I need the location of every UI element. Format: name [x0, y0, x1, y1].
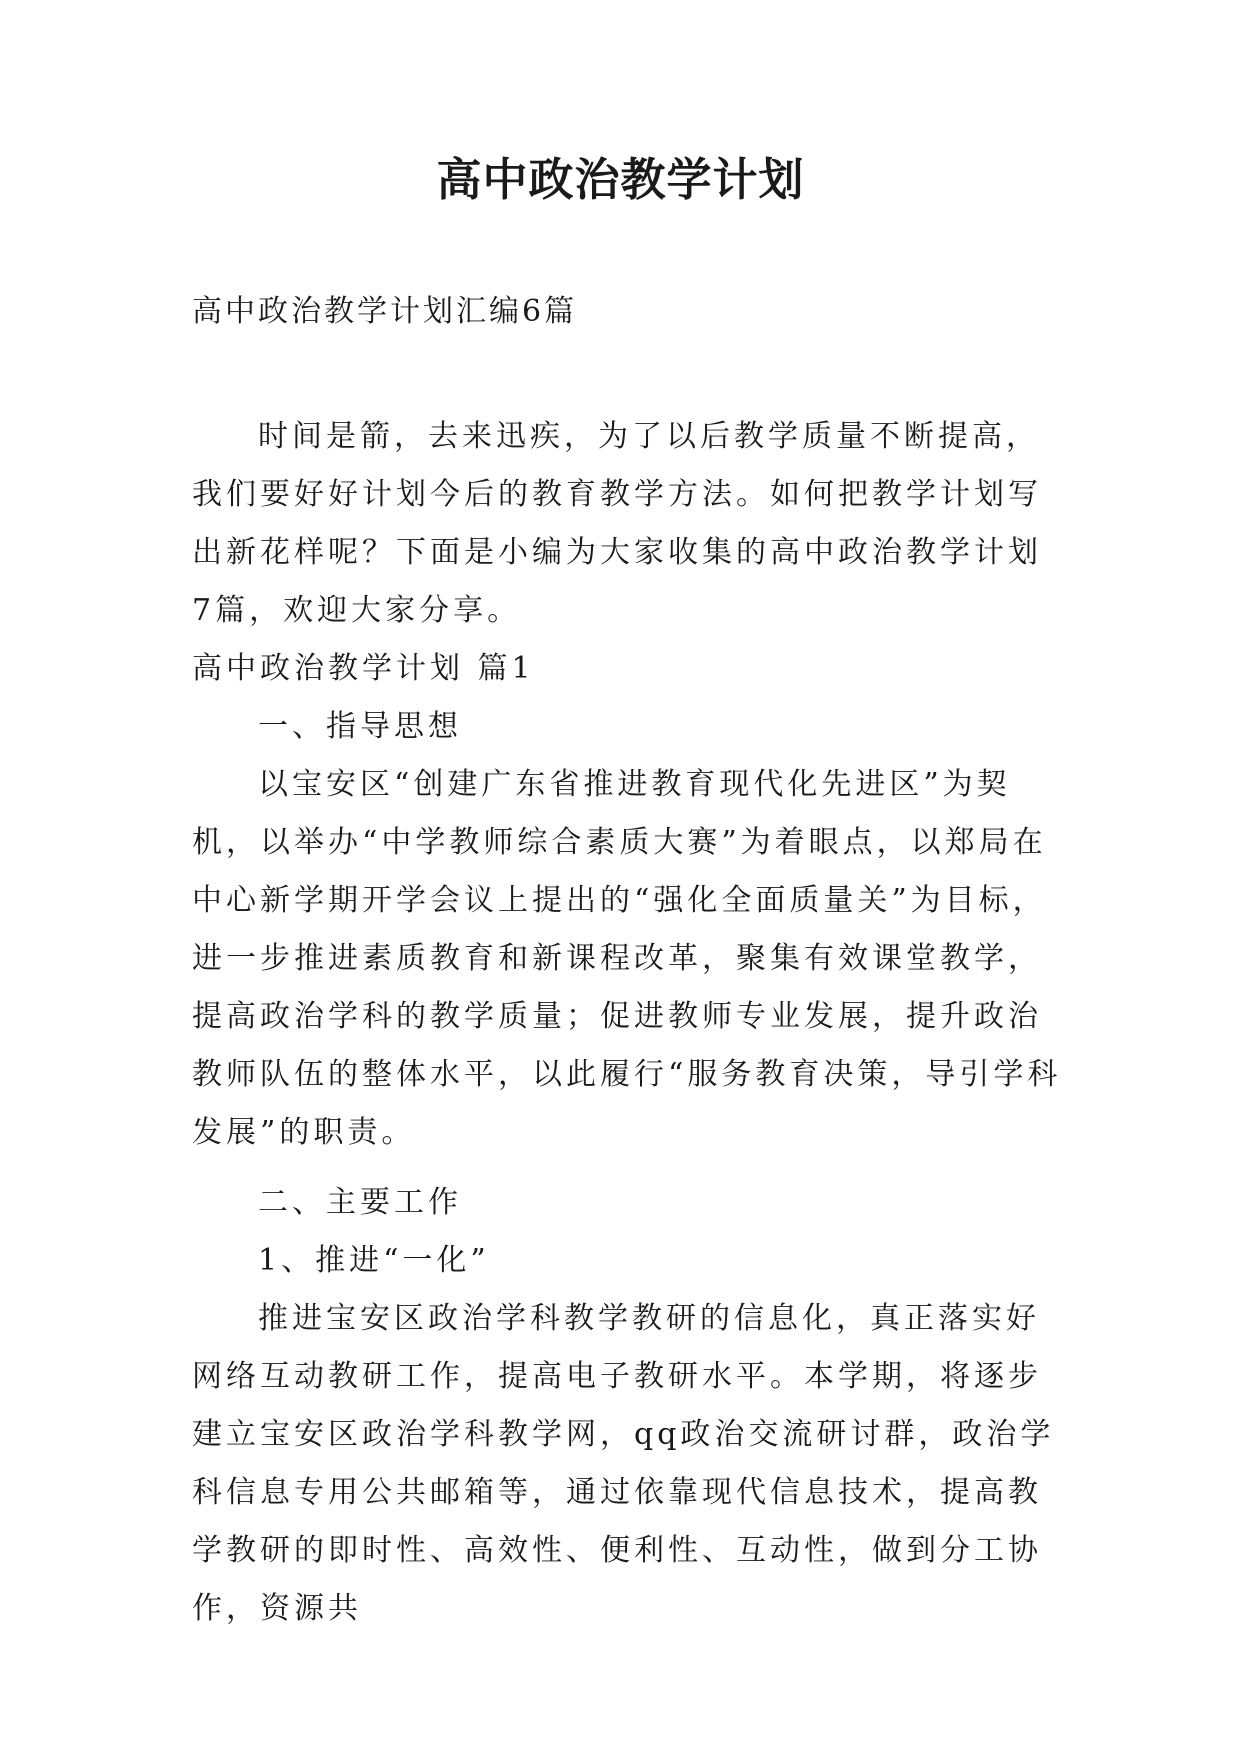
document-body	[192, 408, 1062, 1638]
subheading-item-1: 1、推进“一化”	[258, 1243, 490, 1278]
section-heading: 高中政治教学计划 篇1	[192, 651, 535, 686]
subheading-guiding-thought: 一、指导思想	[258, 709, 462, 744]
document-subtitle: 高中政治教学计划汇编6篇	[192, 294, 578, 329]
subheading-main-work: 二、主要工作	[258, 1185, 462, 1220]
document-title: 高中政治教学计划	[436, 153, 805, 206]
intro-paragraph: 时间是箭，去来迅疾，为了以后教学质量不断提高，我们要好好计划今后的教育教学方法。如何把教学计划写出新花样呢？下面是小编为大家收集的高中政治教学计划7篇，欢迎大家分享。	[192, 419, 1042, 628]
item-1-paragraph: 推进宝安区政治学科教学教研的信息化，真正落实好网络互动教研工作，提高电子教研水平。本学期，将逐步建立宝安区政治学科教学网，qq政治交流研讨群，政治学科信息专用公共邮箱等，通过依靠现代信息技术，提高教学教研的即时性、高效性、便利性、互动性，做到分工协作，资源共	[192, 1301, 1055, 1626]
guiding-thought-paragraph: 以宝安区“创建广东省推进教育现代化先进区”为契机，以举办“中学教师综合素质大赛”为着眼点，以郑局在中心新学期开学会议上提出的“强化全面质量关”为目标，进一步推进素质教育和新课程改革，聚集有效课堂教学，提高政治学科的教学质量；促进教师专业发展，提升政治教师队伍的整体水平，以此履行“服务教育决策，导引学科发展”的职责。	[192, 767, 1062, 1150]
